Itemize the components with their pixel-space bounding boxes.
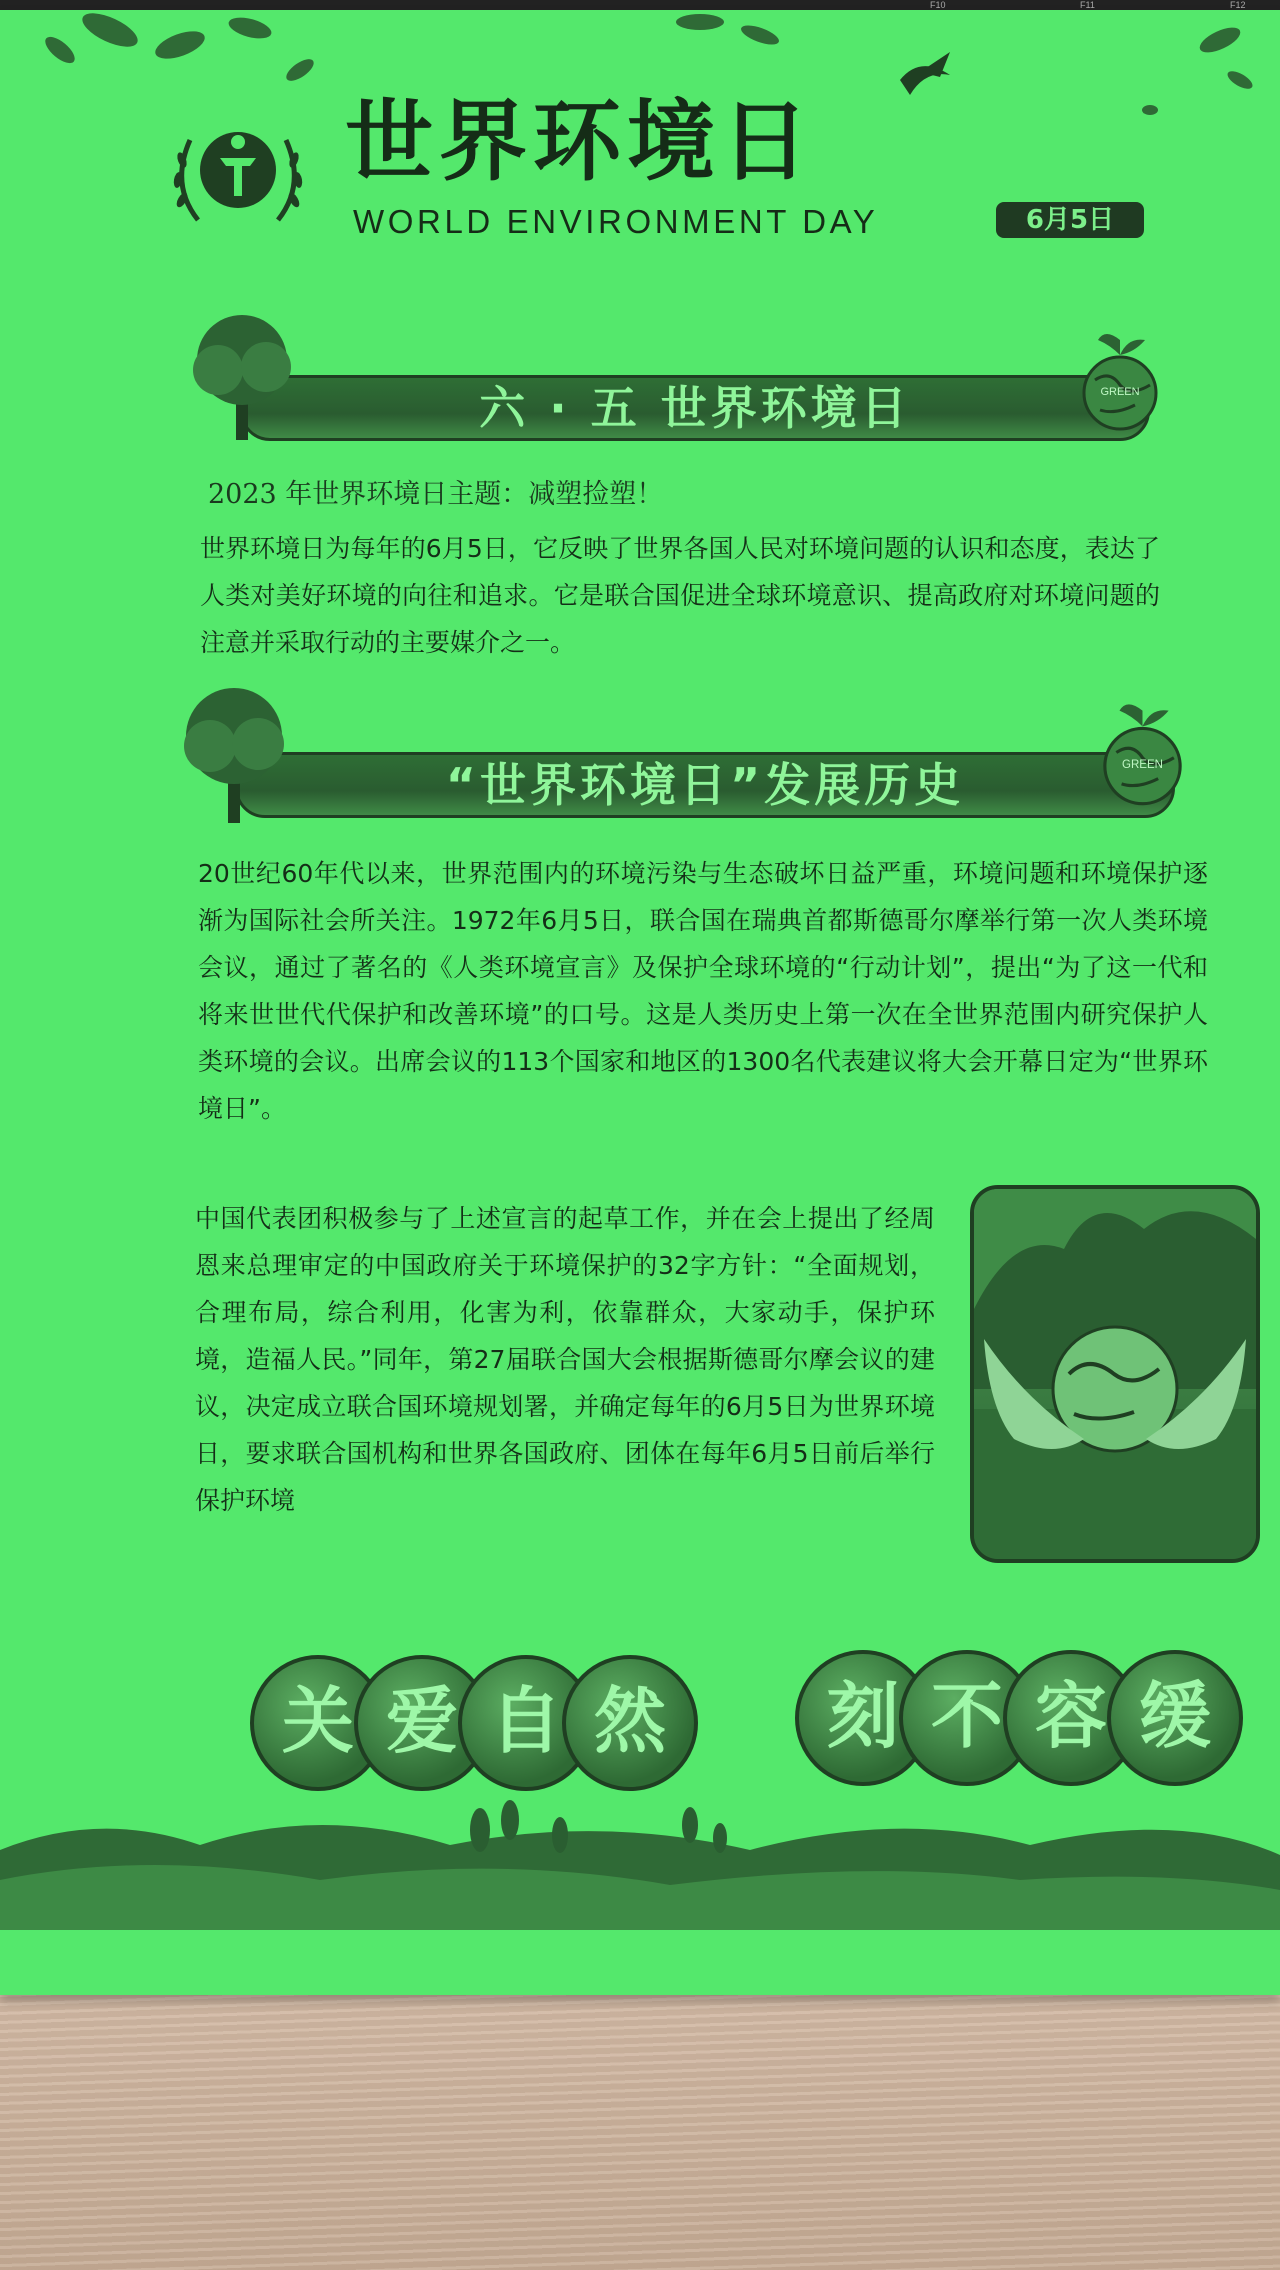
- slogan-right: [795, 1650, 1235, 1790]
- banner-title: 六 · 五 世界环境日: [479, 381, 911, 435]
- globe-label: GREEN: [1100, 386, 1140, 398]
- slogan-char: 不: [899, 1650, 1035, 1786]
- poster-title: 世界环境日: [345, 90, 816, 193]
- date-badge: 6月5日: [996, 202, 1144, 238]
- slogan-char: 关: [250, 1655, 386, 1791]
- poster-subtitle: WORLD ENVIRONMENT DAY: [353, 203, 879, 240]
- wooden-table: [0, 1985, 1280, 2270]
- slogan-char: 容: [1003, 1650, 1139, 1786]
- slogan-char: 然: [562, 1655, 698, 1791]
- tree-icon: [178, 305, 308, 445]
- green-globe-icon: [1095, 695, 1190, 810]
- section-banner-1: [180, 345, 1170, 435]
- grass-ground-decoration: [0, 1790, 1280, 1930]
- intro-paragraph: 世界环境日为每年的6月5日，它反映了世界各国人民对环境问题的认识和态度，表达了人类对美好环境的向往和追求。它是联合国促进全球环境意识、提高政府对环境问题的注意并采取行动的主要媒介之一。: [200, 534, 1160, 657]
- hands-globe-photo: [970, 1185, 1260, 1563]
- tree-icon: [170, 678, 300, 828]
- key-f11: F11: [1080, 0, 1095, 10]
- green-globe-icon: [1075, 325, 1165, 435]
- banner-bar: [240, 375, 1150, 441]
- globe-label: GREEN: [1122, 759, 1163, 772]
- slogan-left: [250, 1655, 690, 1795]
- banner-bar: [235, 752, 1175, 818]
- slogan-char: 刻: [795, 1650, 931, 1786]
- slogan-char: 爱: [354, 1655, 490, 1791]
- history-paragraph-2: 中国代表团积极参与了上述宣言的起草工作，并在会上提出了经周恩来总理审定的中国政府关于环境保护的32字方针：“全面规划，合理布局，综合利用，化害为利，依靠群众，大家动手，保护环境，造福人民。”同年，第27届联合国大会根据斯德哥尔摩会议的建议，决定成立联合国环境规划署，并确定每年的6月5日为世界环境日，要求联合国机构和世界各国政府、团体在每年6月5日前后举行保护环境: [195, 1204, 935, 1515]
- key-f12: F12: [1230, 0, 1246, 10]
- theme-line: 2023 年世界环境日主题：减塑捡塑！: [208, 479, 664, 510]
- hands-globe-icon: [974, 1189, 1256, 1559]
- unep-emblem-icon: [168, 110, 308, 235]
- key-f10: F10: [930, 0, 946, 10]
- history-paragraph-1: 20世纪60年代以来，世界范围内的环境污染与生态破坏日益严重，环境问题和环境保护逐渐为国际社会所关注。1972年6月5日，联合国在瑞典首都斯德哥尔摩举行第一次人类环境会议，通过了著名的《人类环境宣言》及保护全球环境的“行动计划”，提出“为了这一代和将来世世代代保护和改善环境”的口号。这是人类历史上第一次在全世界范围内研究保护人类环境的会议。出席会议的113个国家和地区的1300名代表建议将大会开幕日定为“世界环境日”。: [198, 859, 1208, 1123]
- banner-title: “世界环境日”发展历史: [445, 758, 965, 812]
- poster-sheet: [0, 10, 1280, 1995]
- slogan-char: 自: [458, 1655, 594, 1791]
- section-banner-2: [175, 722, 1195, 812]
- slogan-char: 缓: [1107, 1650, 1243, 1786]
